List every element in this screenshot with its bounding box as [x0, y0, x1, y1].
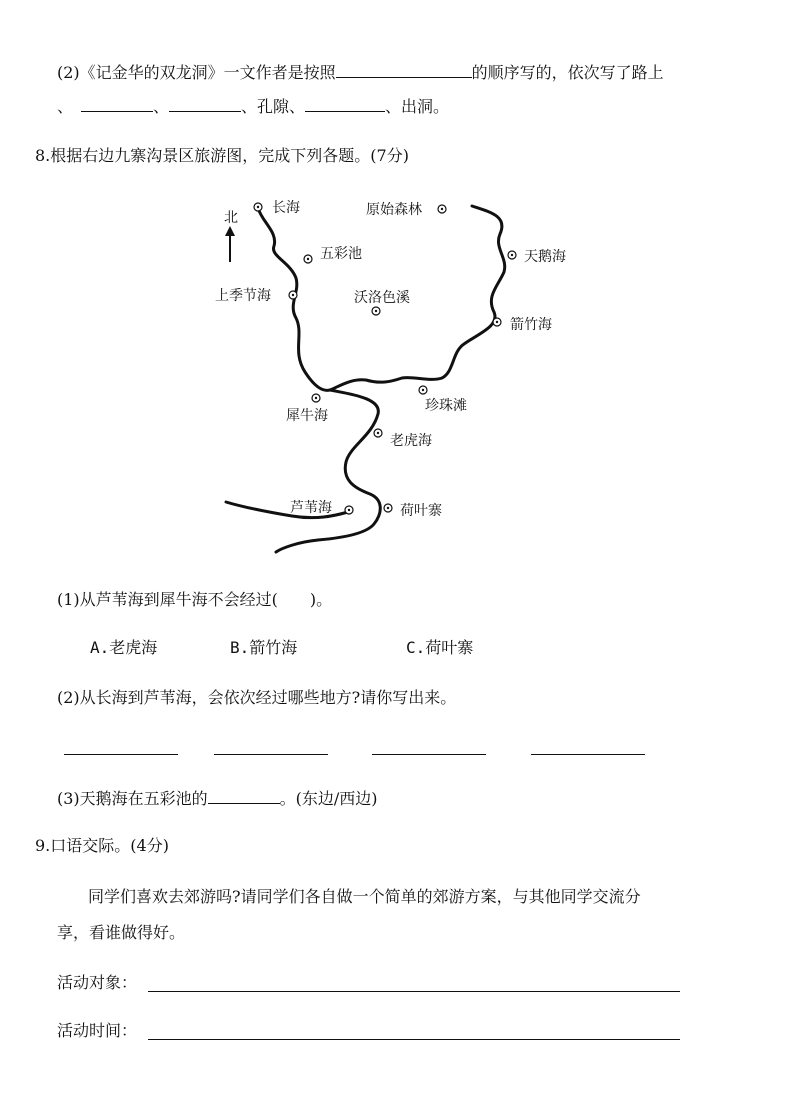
option-b[interactable]: B.箭竹海	[230, 638, 298, 657]
answer-line-2[interactable]	[214, 754, 328, 755]
option-c[interactable]: C.荷叶寨	[406, 638, 474, 657]
place-label: 老虎海	[390, 433, 432, 449]
place-label: 箭竹海	[510, 317, 552, 333]
q8-1-question: (1)从芦苇海到犀牛海不会经过( )。	[57, 590, 333, 609]
answer-line-4[interactable]	[531, 754, 645, 755]
answer-line-1[interactable]	[64, 754, 178, 755]
place-heyezhai	[384, 503, 442, 519]
place-yuanshi-senlin	[366, 201, 446, 218]
q8-3-suffix: 。(东边/西边)	[279, 789, 378, 808]
place-label: 五彩池	[320, 246, 362, 262]
field-input-target[interactable]	[148, 991, 680, 992]
q8-3-question: (3)天鹅海在五彩池的	[57, 789, 208, 808]
place-label: 天鹅海	[524, 249, 566, 265]
q9-prompt-line1: 同学们喜欢去郊游吗?请同学们各自做一个简单的郊游方案，与其他同学交流分	[88, 887, 641, 906]
q7-2-sep2: 、孔隙、	[241, 97, 306, 116]
option-a[interactable]: A.老虎海	[90, 638, 158, 657]
q7-2-text-b: 的顺序写的，依次写了路上	[471, 63, 664, 82]
q7-2-sep3: 、出洞。	[385, 97, 450, 116]
place-laohuhai	[374, 429, 432, 449]
north-arrow-icon	[225, 226, 235, 236]
place-label: 上季节海	[215, 288, 271, 304]
q9-title: 9.口语交际。(4分)	[35, 836, 169, 855]
q8-3-line	[57, 787, 378, 809]
field-label-time: 活动时间：	[57, 1021, 138, 1040]
answer-blank-direction[interactable]	[208, 787, 280, 804]
place-tianehai	[508, 249, 566, 265]
place-label: 沃洛色溪	[354, 290, 410, 306]
place-wucaichi	[304, 246, 362, 263]
q9-prompt-line2: 享，看谁做得好。	[57, 923, 186, 942]
q7-2-sep1: 、	[153, 97, 170, 116]
place-label: 芦苇海	[290, 500, 332, 516]
place-shangjijiehai	[215, 287, 297, 304]
north-label: 北	[224, 210, 238, 226]
place-zhenzhutan	[419, 386, 467, 414]
field-label-target: 活动对象：	[57, 973, 138, 992]
q7-2-sep0: 、	[57, 97, 74, 116]
place-label: 原始森林	[366, 202, 422, 218]
q7-2-text-a: (2)《记金华的双龙洞》一文作者是按照	[57, 63, 336, 82]
place-label: 珍珠滩	[425, 398, 467, 414]
q8-2-question: (2)从长海到芦苇海，会依次经过哪些地方?请你写出来。	[57, 688, 457, 707]
place-jianzhuhai	[493, 317, 552, 333]
place-woluoseqi	[354, 290, 410, 315]
field-input-time[interactable]	[148, 1039, 680, 1040]
answer-line-3[interactable]	[372, 754, 486, 755]
place-label: 犀牛海	[286, 408, 328, 424]
place-label: 荷叶寨	[400, 503, 442, 519]
place-label: 长海	[272, 200, 300, 216]
place-xiniuhai	[286, 394, 328, 424]
q8-title: 8.根据右边九寨沟景区旅游图，完成下列各题。(7分)	[35, 146, 409, 165]
